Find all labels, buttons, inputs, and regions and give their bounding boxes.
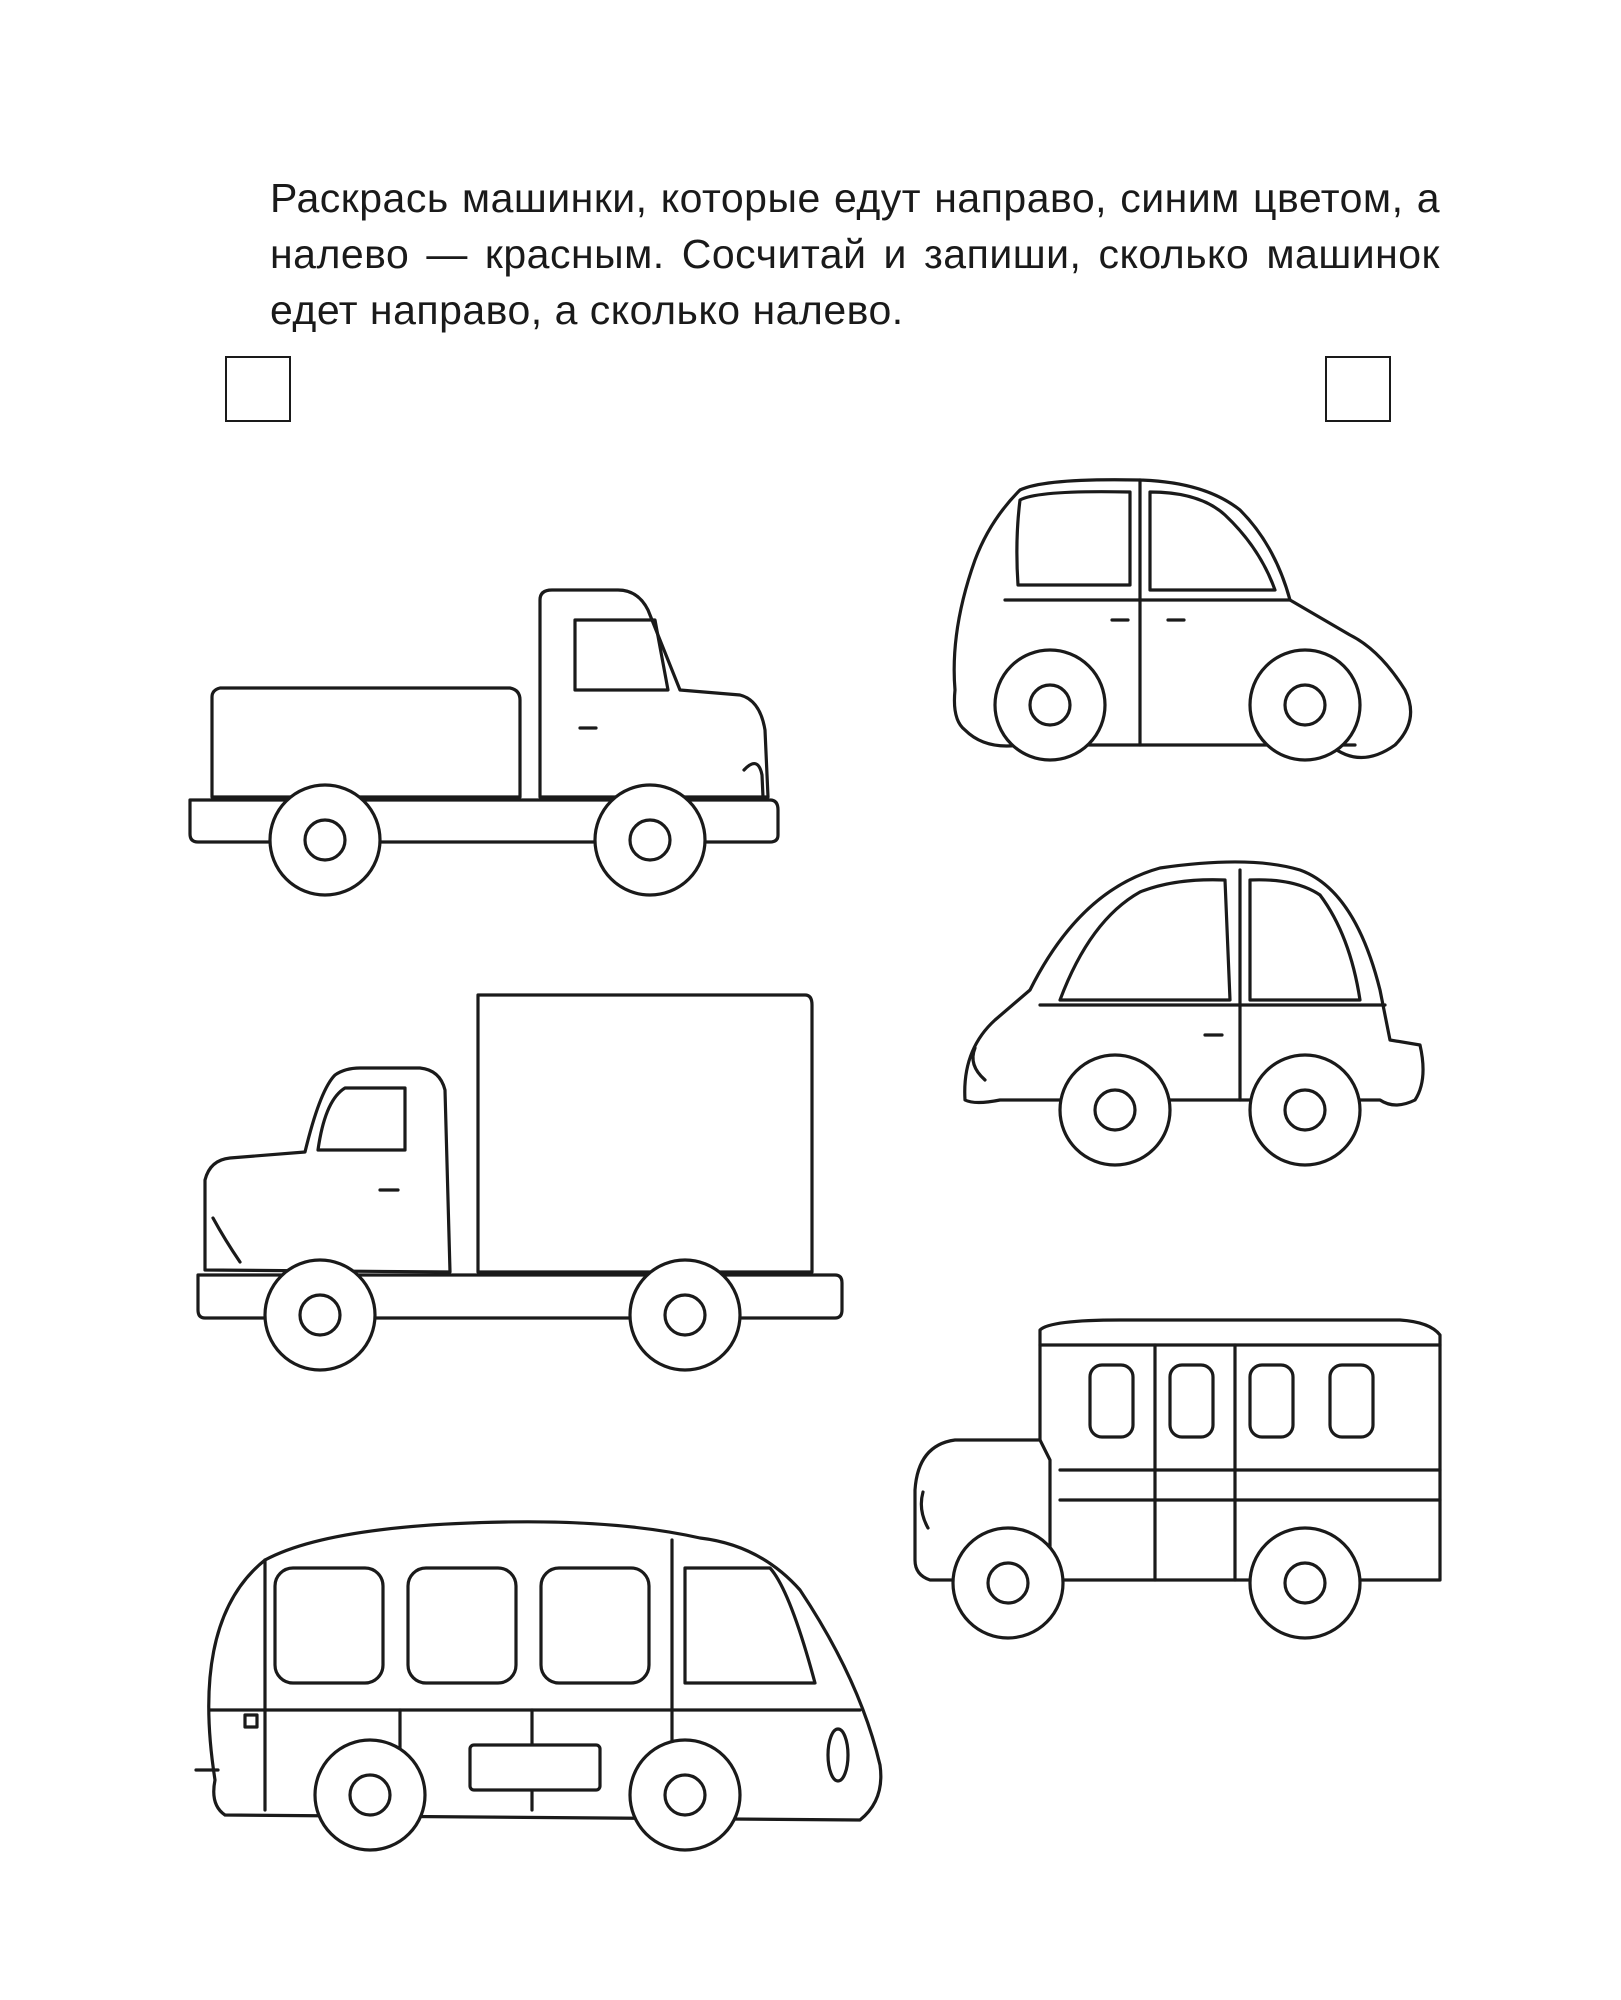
car-middle-left[interactable] (965, 862, 1423, 1165)
task-instruction: Раскрась машинки, которые едут направо, синим цветом, а налево — красным. Сосчитай и запиши, сколько машинок едет направо, а сколько налево. (270, 175, 1440, 333)
minibus-right[interactable] (196, 1522, 881, 1850)
car-top-right[interactable] (954, 480, 1410, 760)
bus-bottom-right-left[interactable] (915, 1320, 1440, 1638)
box-truck-left[interactable] (198, 995, 842, 1370)
pickup-truck-right[interactable] (190, 590, 778, 895)
